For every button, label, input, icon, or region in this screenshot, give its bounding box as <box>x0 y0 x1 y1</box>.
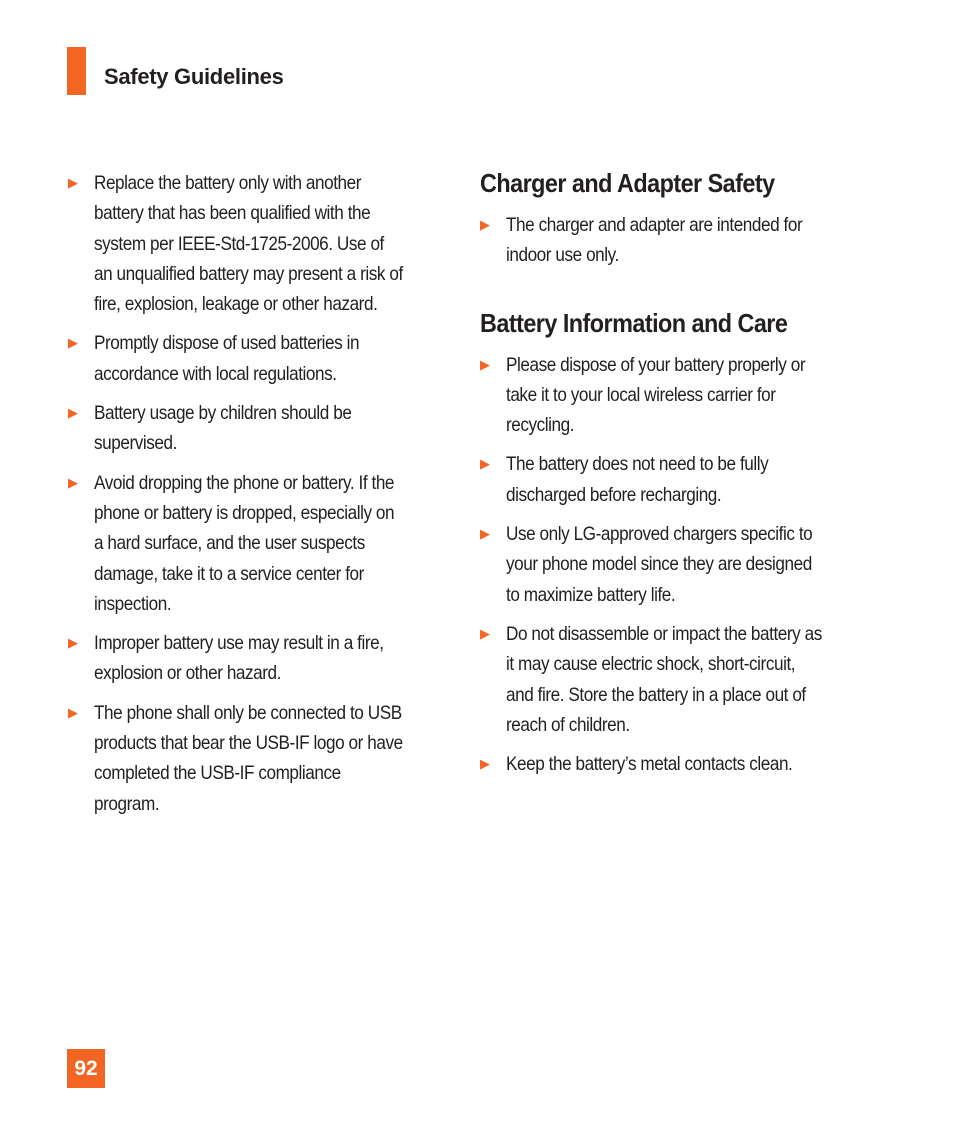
list-item-text: Promptly dispose of used batteries in accordance with local regulations. <box>94 332 360 385</box>
list-item-text: Replace the battery only with another battery that has been qualified with the system per IEEE-Std-1725-2006. Use of an unqualified battery may present a risk of fire, explosion, leakage or other hazard. <box>94 172 403 316</box>
triangle-right-icon: ▶ <box>68 335 78 351</box>
triangle-right-icon: ▶ <box>68 175 78 190</box>
list-item-text: Please dispose of your battery properly or take it to your local wireless carrier for recycling. <box>506 353 806 437</box>
triangle-right-icon: ▶ <box>480 356 490 372</box>
list-item <box>480 519 870 610</box>
list-item <box>480 449 870 510</box>
list-item-text: Improper battery use may result in a fire, explosion or other hazard. <box>94 632 384 685</box>
triangle-right-icon: ▶ <box>480 217 490 232</box>
triangle-right-icon: ▶ <box>68 635 78 651</box>
list-item <box>480 350 870 441</box>
triangle-right-icon: ▶ <box>68 474 78 490</box>
list-item <box>68 698 448 819</box>
list-item <box>68 628 448 689</box>
list-item-text: Keep the battery’s metal contacts clean. <box>506 753 793 776</box>
right-column <box>480 166 870 788</box>
list-item <box>68 398 448 459</box>
list-item <box>68 328 448 389</box>
triangle-right-icon: ▶ <box>480 756 490 772</box>
section-heading-charger-safety: Charger and Adapter Safety <box>480 168 775 198</box>
list-item-text: The charger and adapter are intended for indoor use only. <box>506 214 803 267</box>
list-item-text: The battery does not need to be fully discharged before recharging. <box>506 453 769 506</box>
left-column <box>68 168 448 828</box>
page-title: Safety Guidelines <box>104 64 284 89</box>
list-item <box>68 168 448 319</box>
triangle-right-icon: ▶ <box>68 405 78 421</box>
triangle-right-icon: ▶ <box>480 456 490 472</box>
list-item <box>480 619 870 740</box>
list-item <box>480 749 870 779</box>
page-number-badge: 92 <box>67 1049 105 1088</box>
triangle-right-icon: ▶ <box>480 526 490 542</box>
list-item-text: Do not disassemble or impact the battery as it may cause electric shock, short-circuit, and fire. Store the battery in a place out of reach of children. <box>506 622 822 736</box>
triangle-right-icon: ▶ <box>480 625 490 641</box>
list-item-text: Use only LG-approved chargers specific to your phone model since they are designed to maximize battery life. <box>506 523 813 606</box>
header-accent-bar <box>67 47 86 95</box>
list-item-text: The phone shall only be connected to USB products that bear the USB-IF logo or have completed the USB-IF compliance program. <box>94 701 403 815</box>
section-heading-battery-care: Battery Information and Care <box>480 307 788 338</box>
triangle-right-icon: ▶ <box>68 704 78 720</box>
list-item <box>68 468 448 619</box>
section-spacer <box>480 280 870 306</box>
list-item-text: Battery usage by children should be supervised. <box>94 402 352 455</box>
list-item <box>480 210 870 271</box>
list-item-text: Avoid dropping the phone or battery. If the phone or battery is dropped, especially on a hard surface, and the user suspects damage, take it to a service center for inspection. <box>94 471 395 615</box>
